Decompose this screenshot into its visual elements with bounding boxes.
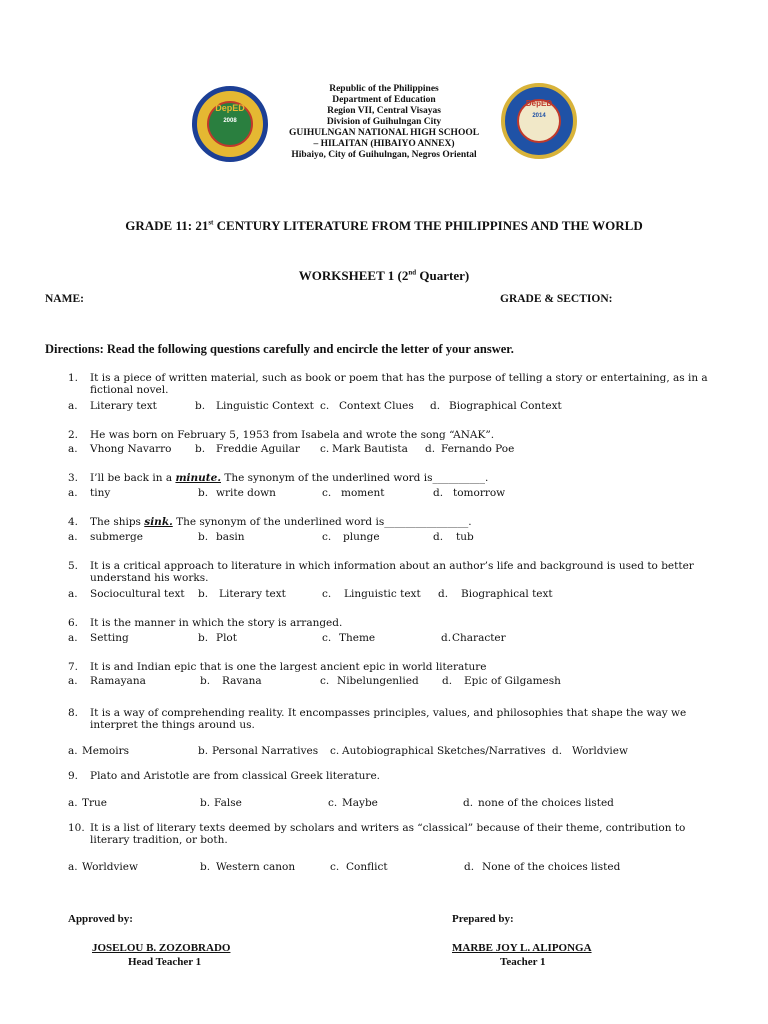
school-seal-icon: DepED 2014 [501,83,577,159]
division-seal-icon: DepED 2008 [192,86,268,162]
option-text[interactable]: Setting [90,632,129,644]
option-text[interactable]: None of the choices listed [482,861,621,873]
option-letter[interactable]: a. [68,861,78,873]
option-letter[interactable]: a. [68,797,78,809]
option-letter[interactable]: c. [322,487,332,499]
option-letter[interactable]: c. [320,443,330,455]
option-text[interactable]: write down [216,487,276,499]
directions: Directions: Read the following questions carefully and encircle the letter of your answer. [45,342,514,356]
approved-by-label: Approved by: [68,913,133,925]
option-text[interactable]: Worldview [82,861,138,873]
option-text[interactable]: plunge [343,531,380,543]
option-letter[interactable]: b. [198,588,209,600]
question-text: It is the manner in which the story is arranged. [90,617,343,629]
underlined-word: minute. [175,472,221,484]
option-text[interactable]: False [214,797,242,809]
name-field-label: NAME: [45,293,84,305]
option-text[interactable]: Memoirs [82,745,130,757]
option-text[interactable]: tomorrow [453,487,506,499]
option-letter[interactable]: d. [441,632,452,644]
option-letter[interactable]: d. [433,531,444,543]
option-letter[interactable]: b. [200,675,211,687]
option-letter[interactable]: a. [68,588,78,600]
option-letter[interactable]: d. [442,675,453,687]
option-text[interactable]: Literary text [219,588,286,600]
course-title: GRADE 11: 21st CENTURY LITERATURE FROM THE PHILIPPINES AND THE WORLD [125,218,643,233]
option-letter[interactable]: b. [195,443,206,455]
header-line: Division of Guihulngan City [326,117,442,127]
option-text[interactable]: none of the choices listed [478,797,614,809]
option-text[interactable]: tiny [90,487,111,499]
option-letter[interactable]: b. [198,531,209,543]
question-text: Plato and Aristotle are from classical Greek literature. [90,770,381,782]
worksheet-page: DepED 2008 DepED 2014 Republic of the Philippines Department of Education Region VII, Central Visayas Division of Guihulngan City GUIHULNGAN NATIONAL HIGH SCHOOL – HILAITAN (HIBAIYO ANNEX) Hibaiyo, City of Guihulngan, Negros Oriental GRADE 11: 21st CENTURY LITERATURE FROM THE PHILIPPINES AND THE WORLD WORKSHEET 1 (2nd Quarter) NAME: GRADE & SECTION: Directions: Read the following questions carefully and encircle the letter of your answer. 1. It is a piece of written material, such as book or poem that has the purpose of telling a story or entertaining, as in a fictional novel. a. Literary text b. Linguistic Context c. Context Clues d. Biographical Context 2. He was born on February 5, 1953 from Isabela and wrote the song “ANAK”. a. Vhong Navarro b. Freddie Aguilar c. Mark Bautista d. Fernando Poe 3. I’ll be back in a minute. The synonym of the underlined word is__________. a. tiny b. write down c. moment d. tomorrow 4. The ships sink. The synonym of the underlined word is________________. a. submerge b. basin c. plunge d. tub 5. It is a critical approach to literature in which information about an author’s life and background is used to better understand his works. a. Sociocultural text b. Literary text c. Linguistic text d. Biographical text 6. It is the manner in which the story is arranged. a. Setting b. Plot c. Theme d. Character 7. It is and Indian epic that is one the largest ancient epic in world literature a. Ramayana b. Ravana c. Nibelungenlied d. Epic of Gilgamesh 8. It is a way of comprehending reality. It encompasses principles, values, and philosophies that shape the way we interpret the things around us. a. Memoirs b. Personal Narratives c. Autobiographical Sketches/Narratives d. Worldview 9. Plato and Aristotle are from classical Greek literature. a. True b. False c. Maybe d. none of the choices listed 10. It is a list of literary texts deemed by scholars and writers as “classical” because of their theme, contribution to literary tradition, or both. a. Worldview b. Western canon c. Conflict d. None of the choices listed Approved by: Prepared by: JOSELOU B. ZOZOBRADO Head Teacher 1 MARBE JOY L. ALIPONGA Teacher 1 [0,0,768,1024]
option-text[interactable]: Freddie Aguilar [216,443,300,455]
question-text: He was born on February 5, 1953 from Isabela and wrote the song “ANAK”. [90,429,495,441]
option-text[interactable]: True [82,797,107,809]
option-text[interactable]: Personal Narratives [212,745,319,757]
header-line: Department of Education [332,95,436,105]
option-text[interactable]: Worldview [572,745,628,757]
option-letter[interactable]: c. [328,797,338,809]
option-letter[interactable]: c. [330,861,340,873]
option-text[interactable]: Ramayana [90,675,146,687]
option-text[interactable]: Biographical text [461,588,553,600]
option-text[interactable]: submerge [90,531,143,543]
option-letter[interactable]: c. [322,588,332,600]
header-line: Hibaiyo, City of Guihulngan, Negros Oriental [291,150,477,160]
option-letter[interactable]: c. [322,531,332,543]
question-text: It is a list of literary texts deemed by scholars and writers as “classical” because of their theme, contribution to literary tradition, or both. [90,822,686,846]
option-letter[interactable]: b. [200,861,211,873]
option-text[interactable]: basin [216,531,245,543]
header-line: Region VII, Central Visayas [327,106,441,116]
option-letter[interactable]: c. [322,632,332,644]
option-letter[interactable]: a. [68,400,78,412]
preparer-title: Teacher 1 [500,956,546,968]
option-text[interactable]: Western canon [216,861,296,873]
question-text: I’ll be back in a minute. The synonym of the underlined word is__________. [90,472,489,484]
option-text[interactable]: Fernando Poe [441,443,515,455]
option-text[interactable]: Theme [339,632,376,644]
option-text[interactable]: Sociocultural text [90,588,185,600]
approver-name: JOSELOU B. ZOZOBRADO [92,942,231,954]
option-text[interactable]: Ravana [222,675,262,687]
option-letter[interactable]: a. [68,675,78,687]
option-text[interactable]: Linguistic Context [216,400,314,412]
option-letter[interactable]: d. [438,588,449,600]
option-text[interactable]: Maybe [342,797,378,809]
option-letter[interactable]: d. [425,443,436,455]
option-text[interactable]: Autobiographical Sketches/Narratives [342,745,546,757]
option-letter[interactable]: d. [433,487,444,499]
option-letter[interactable]: d. [464,861,475,873]
option-text[interactable]: tub [456,531,474,543]
question-text: It is a piece of written material, such as book or poem that has the purpose of telling a story or entertaining, as in a fictional novel. [90,372,708,396]
option-letter[interactable]: b. [198,745,209,757]
option-letter[interactable]: d. [430,400,441,412]
option-letter[interactable]: a. [68,487,78,499]
option-letter[interactable]: a. [68,632,78,644]
approver-title: Head Teacher 1 [128,956,202,968]
option-letter[interactable]: b. [198,632,209,644]
option-letter[interactable]: b. [200,797,211,809]
option-letter[interactable]: c. [330,745,340,757]
option-letter[interactable]: a. [68,531,78,543]
option-text[interactable]: Epic of Gilgamesh [464,675,561,687]
header-line: Republic of the Philippines [329,84,439,94]
preparer-name: MARBE JOY L. ALIPONGA [452,942,592,954]
option-letter[interactable]: b. [198,487,209,499]
option-letter[interactable]: c. [320,675,330,687]
option-text[interactable]: Biographical Context [449,400,562,412]
prepared-by-label: Prepared by: [452,913,514,925]
option-text[interactable]: Conflict [346,861,388,873]
grade-section-field-label: GRADE & SECTION: [500,293,613,305]
option-text[interactable]: Vhong Navarro [90,443,172,455]
option-text[interactable]: Nibelungenlied [337,675,419,687]
option-letter[interactable]: b. [195,400,206,412]
worksheet-title: WORKSHEET 1 (2nd Quarter) [298,268,470,283]
header-line: GUIHULNGAN NATIONAL HIGH SCHOOL [288,128,480,138]
option-letter[interactable]: d. [463,797,474,809]
option-text[interactable]: moment [341,487,385,499]
option-letter[interactable]: d. [552,745,563,757]
option-letter[interactable]: c. [320,400,330,412]
option-text[interactable]: Literary text [90,400,157,412]
option-text[interactable]: Context Clues [339,400,414,412]
question-text: It is and Indian epic that is one the largest ancient epic in world literature [90,661,487,673]
option-text[interactable]: Linguistic text [344,588,421,600]
option-text[interactable]: Mark Bautista [332,443,408,455]
school-header [260,84,508,161]
option-letter[interactable]: a. [68,443,78,455]
option-text[interactable]: Character [452,632,506,644]
underlined-word: sink. [144,516,173,528]
option-text[interactable]: Plot [216,632,237,644]
question-text: The ships sink. The synonym of the underlined word is________________. [90,516,472,528]
header-line: – HILAITAN (HIBAIYO ANNEX) [313,139,455,149]
question-text: It is a critical approach to literature in which information about an author’s life and background is used to better understand his works. [90,560,694,584]
option-letter[interactable]: a. [68,745,78,757]
question-text: It is a way of comprehending reality. It encompasses principles, values, and philosophies that shape the way we interpret the things around us. [90,707,687,731]
